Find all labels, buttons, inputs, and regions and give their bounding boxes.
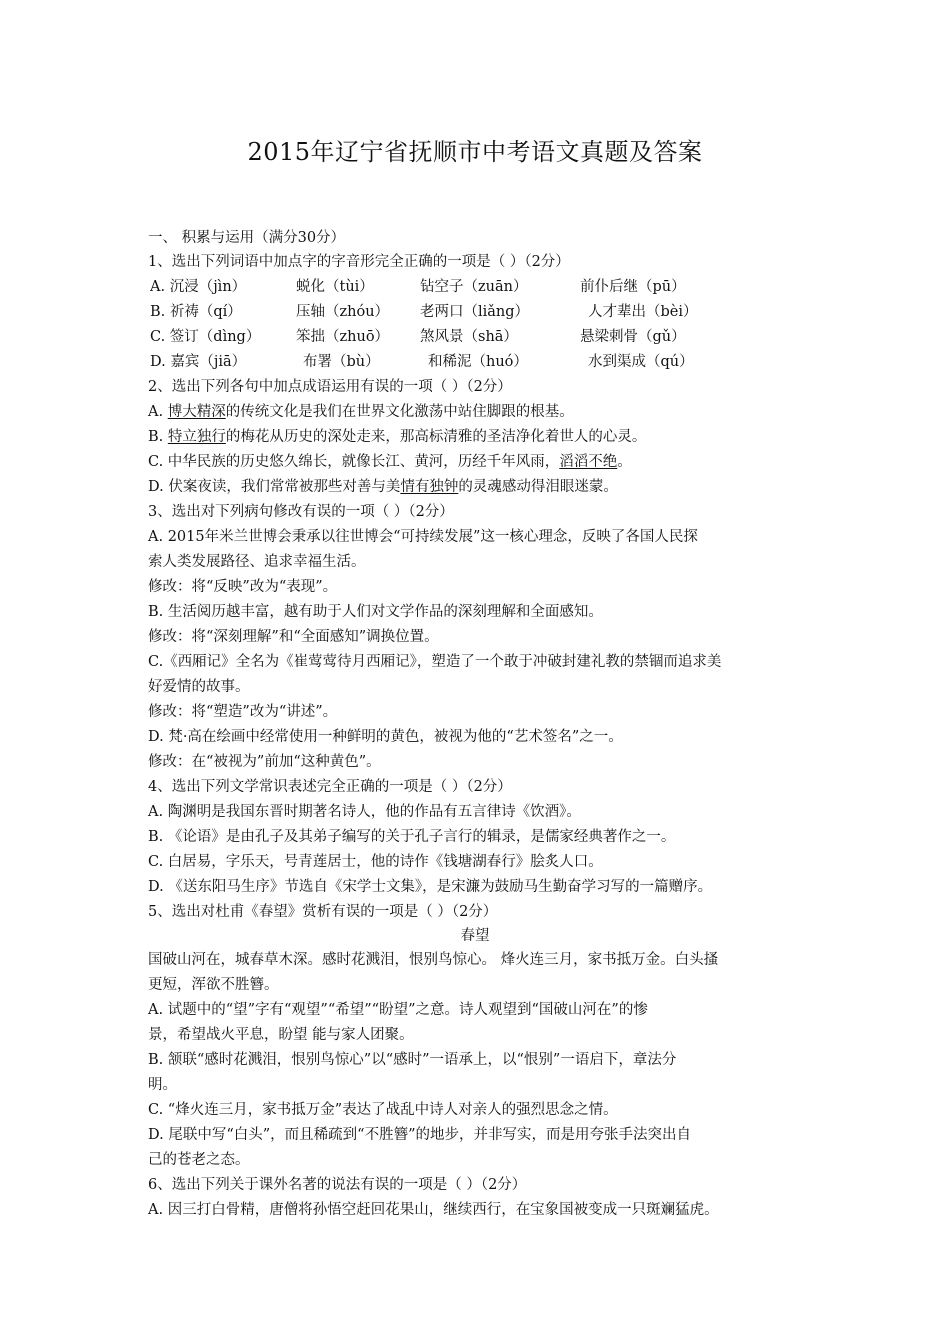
- q5-option-a-line2: 景，希望战火平息，盼望 能与家人团聚。: [148, 1027, 414, 1043]
- q3-option-a-line1: A. 2015年米兰世博会秉承以往世博会“可持续发展”这一核心理念，反映了各国人民探: [148, 529, 698, 545]
- q2-c-idiom: 滔滔不绝: [559, 454, 618, 470]
- question-1-stem: 1、选出下列词语中加点字的字音形完全正确的一项是（ ）（2分）: [148, 254, 570, 270]
- q1-a-item-3: 钻空子（zuān）: [420, 279, 528, 295]
- q2-c-text: C. 中华民族的历史悠久绵长，就像长江、黄河，历经千年风雨，: [148, 454, 560, 470]
- q3-option-d: D. 梵·高在绘画中经常使用一种鲜明的黄色，被视为他的“艺术签名”之一。: [148, 729, 623, 745]
- q5-option-b-line2: 明。: [148, 1077, 177, 1093]
- q2-b-prefix: B.: [148, 429, 168, 445]
- q1-b-item-1: B. 祈祷（qí）: [150, 304, 242, 320]
- question-3-stem: 3、选出对下列病句修改有误的一项（ ）（2分）: [148, 504, 454, 520]
- q1-c-item-1: C. 签订（dìng）: [150, 329, 261, 345]
- q3-option-c-line1: C.《西厢记》全名为《崔莺莺待月西厢记》，塑造了一个敢于冲破封建礼教的禁锢而追求美: [148, 654, 722, 670]
- section-heading: 一、 积累与运用（满分30分）: [148, 230, 346, 246]
- q2-option-a: [148, 402, 818, 422]
- q1-d-item-4: 水到渠成（qú）: [588, 354, 694, 370]
- poem-line-1: 国破山河在，城春草木深。感时花溅泪，恨别鸟惊心。 烽火连三月，家书抵万金。白头搔: [148, 952, 719, 968]
- q2-option-d: [148, 477, 818, 497]
- question-5-stem: 5、选出对杜甫《春望》赏析有误的一项是（ ）（2分）: [148, 904, 498, 920]
- q2-b-idiom: 特立独行: [167, 429, 226, 445]
- q2-d-idiom: 情有独钟: [400, 479, 459, 495]
- q1-c-item-2: 笨拙（zhuō）: [296, 329, 390, 345]
- q1-d-item-3: 和稀泥（huó）: [428, 354, 528, 370]
- q2-d-text: D. 伏案夜读，我们常常被那些对善与美: [148, 479, 401, 495]
- q2-option-c: [148, 452, 818, 472]
- q3-option-c-line2: 好爱情的故事。: [148, 679, 250, 695]
- q3-option-b-fix: 修改：将“深刻理解”和“全面感知”调换位置。: [148, 629, 439, 645]
- q3-option-d-fix: 修改：在“被视为”前加“这种黄色”。: [148, 754, 381, 770]
- page-title: 2015年辽宁省抚顺市中考语文真题及答案: [247, 138, 703, 166]
- q4-option-a: A. 陶渊明是我国东晋时期著名诗人，他的作品有五言律诗《饮酒》。: [148, 804, 581, 820]
- question-2-stem: 2、选出下列各句中加点成语运用有误的一项（ ）（2分）: [148, 379, 512, 395]
- q1-a-item-2: 蜕化（tùi）: [296, 279, 374, 295]
- q3-option-a-line2: 索人类发展路径、追求幸福生活。: [148, 554, 366, 570]
- q2-b-text: 的梅花从历史的深处走来，那高标清雅的圣洁净化着世人的心灵。: [225, 429, 647, 445]
- question-6-stem: 6、选出下列关于课外名著的说法有误的一项是（ ）（2分）: [148, 1177, 527, 1193]
- q2-a-text: 的传统文化是我们在世界文化激荡中站住脚跟的根基。: [225, 404, 574, 420]
- q6-option-a: A. 因三打白骨精，唐僧将孙悟空赶回花果山，继续西行，在宝象国被变成一只斑斓猛虎。: [148, 1202, 719, 1218]
- q2-c-end: 。: [617, 454, 632, 470]
- q1-b-item-4: 人才辈出（bèi）: [588, 304, 698, 320]
- q1-a-item-4: 前仆后继（pū）: [580, 279, 686, 295]
- q1-c-item-4: 悬梁刺骨（gǔ）: [580, 329, 686, 345]
- q5-option-d-line1: D. 尾联中写“白头”，而且稀疏到“不胜簪”的地步，并非写实，而是用夸张手法突出自: [148, 1127, 691, 1143]
- q1-b-item-2: 压轴（zhóu）: [296, 304, 390, 320]
- q3-option-c-fix: 修改：将“塑造”改为“讲述”。: [148, 704, 338, 720]
- q5-option-a-line1: A. 试题中的“望”字有“观望”“希望”“盼望”之意。诗人观望到“国破山河在”的惨: [148, 1002, 648, 1018]
- q4-option-b: B. 《论语》是由孔子及其弟子编写的关于孔子言行的辑录，是儒家经典著作之一。: [148, 829, 676, 845]
- q5-option-c: C. “烽火连三月，家书抵万金”表达了战乱中诗人对亲人的强烈思念之情。: [148, 1102, 618, 1118]
- q2-option-b: [148, 427, 818, 447]
- q1-d-item-1: D. 嘉宾（jiā）: [150, 354, 247, 370]
- q2-d-end: 的灵魂感动得泪眼迷蒙。: [458, 479, 618, 495]
- q5-option-b-line1: B. 颔联“感时花溅泪，恨别鸟惊心”以“感时”一语承上，以“恨别”一语启下，章法分: [148, 1052, 677, 1068]
- q2-a-idiom: 博大精深: [167, 404, 226, 420]
- question-4-stem: 4、选出下列文学常识表述完全正确的一项是（ ）（2分）: [148, 779, 512, 795]
- q1-c-item-3: 煞风景（shā）: [420, 329, 518, 345]
- q4-option-d: D. 《送东阳马生序》节选自《宋学士文集》，是宋濂为鼓励马生勤奋学习写的一篇赠序。: [148, 879, 713, 895]
- q2-a-prefix: A.: [148, 404, 168, 420]
- q3-option-a-fix: 修改：将“反映”改为“表现”。: [148, 579, 338, 595]
- poem-line-2: 更短，浑欲不胜簪。: [148, 977, 279, 993]
- poem-title: 春望: [460, 928, 490, 944]
- q1-b-item-3: 老两口（liǎng）: [420, 304, 530, 320]
- q5-option-d-line2: 己的苍老之态。: [148, 1152, 250, 1168]
- q3-option-b: B. 生活阅历越丰富，越有助于人们对文学作品的深刻理解和全面感知。: [148, 604, 603, 620]
- q1-a-item-1: A. 沉浸（jìn）: [150, 279, 247, 295]
- q4-option-c: C. 白居易，字乐天，号青莲居士，他的诗作《钱塘湖春行》脍炙人口。: [148, 854, 603, 870]
- q1-d-item-2: 布署（bù）: [303, 354, 380, 370]
